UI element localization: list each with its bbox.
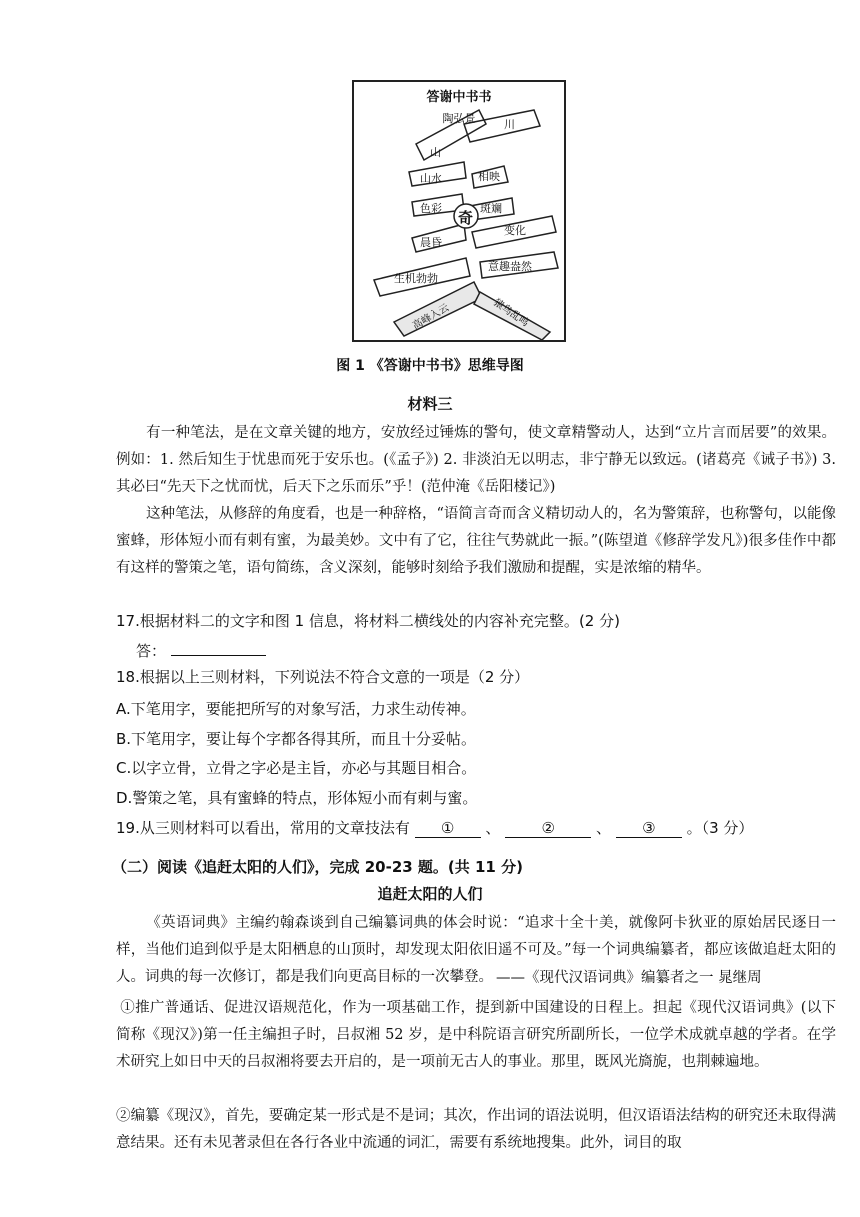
answer-blank[interactable] [171,655,266,656]
paragraph-text: 这种笔法，从修辞的角度看，也是一种辞格，“语简言奇而含义精切动人的，名为警策辞，也称警句，以能像蜜蜂，形体短小而有刺有蜜，为最美妙。文中有了它，往往气势就此一振。”(陈望道《修辞学发凡》)很多佳作中都有这样的警策之笔，语句简练，含义深刻，能够时刻给予我们激励和提醒，实是浓缩的精华。 [116,506,836,576]
material-title: 材料三 [407,395,453,413]
node-label: 斑斓 [480,202,502,215]
node-label: 意趣盎然 [488,260,532,273]
center-char: 奇 [458,209,474,227]
epigraph-text: 《英语词典》主编约翰森谈到自己编纂词典的体会时说：“追求十全十美，就像阿卡狄亚的原始居民逐日一样，当他们追到似乎是太阳栖息的山顶时，却发现太阳依旧遥不可及。”每一个词典编纂者，都应该做追赶太阳的人。词典的每一次修订，都是我们向更高目标的一次攀登。 [116,915,836,985]
node-label: 晨昏 [420,236,442,249]
figure-author: 陶弘景 [442,112,476,125]
mind-map-figure [352,80,566,342]
node-label: 山水 [420,172,442,185]
question-19-text: 19.从三则材料可以看出，常用的文章技法有 [116,819,410,837]
separator: 、 [485,819,501,837]
blank-2[interactable]: ② [505,819,591,838]
separator: 、 [596,819,612,837]
paragraph-text: ②编纂《现汉》，首先，要确定某一形式是不是词；其次，作出词的语法说明，但汉语语法结构的研究还未取得满意结果。还有未见著录但在各行各业中流通的词汇，需要有系统地搜集。此外，词目的取 [116,1108,836,1151]
paragraph-text: ①推广普通话、促进汉语规范化，作为一项基础工作，提到新中国建设的日程上。担起《现代汉语词典》(以下简称《现汉》)第一任主编担子时，吕叔湘 52 岁，是中科院语言研究所副所长，一位学术成就卓越的学者。在学术研究上如日中天的吕叔湘将要去开启的，是一项前无古人的事业。那里，既风光旖旎，也荆棘遍地。 [116,1000,836,1070]
figure-caption: 图 1 《答谢中书书》思维导图 [336,358,524,374]
question-19 [116,817,753,838]
option-b[interactable]: B.下笔用字，要让每个字都各得其所，而且十分妥帖。 [116,730,477,748]
node-label: 变化 [504,224,526,237]
option-a[interactable]: A.下笔用字，要能把所写的对象写活，力求生动传神。 [116,700,476,718]
question-17: 17.根据材料二的文字和图 1 信息，将材料二横线处的内容补充完整。(2 分) [116,612,620,630]
node-label: 高峰入云 [410,302,452,332]
blank-1[interactable]: ① [415,819,481,838]
blank-3[interactable]: ③ [616,819,682,838]
node-label: 猿鸟乱鸣 [491,297,531,330]
paragraph-text: 有一种笔法，是在文章关键的地方，安放经过锤炼的警句，使文章精警动人，达到“立片言而居要”的效果。例如：1. 然后知生于忧患而死于安乐也。(《孟子》) 2. 非淡泊无以明志，非宁静无以致远。(诸葛亮《诫子书》) 3. 其必曰“先天下之忧而忧，后天下之乐而乐”乎！(范仲淹《岳阳楼记》) [116,425,836,495]
section-heading: （二）阅读《追赶太阳的人们》，完成 20-23 题。(共 11 分) [112,858,523,876]
answer-label: 答： [136,642,167,660]
node-label: 生机勃勃 [394,272,438,285]
article-paragraph [116,1103,836,1157]
node-label: 色彩 [420,202,442,215]
question-19-suffix: 。（3 分） [686,819,754,837]
article-paragraph [116,995,836,1076]
question-18: 18.根据以上三则材料，下列说法不符合文意的一项是（2 分） [116,668,530,686]
material-paragraph [116,420,836,501]
option-d[interactable]: D.警策之笔，具有蜜蜂的特点，形体短小而有刺与蜜。 [116,789,478,807]
node-label: 山 [430,146,441,159]
material-paragraph [116,501,836,582]
node-label: 相映 [478,170,500,183]
article-title: 追赶太阳的人们 [377,885,483,903]
answer-line [136,640,266,661]
node-label: 川 [504,118,515,131]
figure-title: 答谢中书书 [426,90,492,105]
option-c[interactable]: C.以字立骨，立骨之字必是主旨，亦必与其题目相合。 [116,759,477,777]
epigraph-signature: ——《现代汉语词典》编纂者之一 晁继周 [496,970,762,986]
